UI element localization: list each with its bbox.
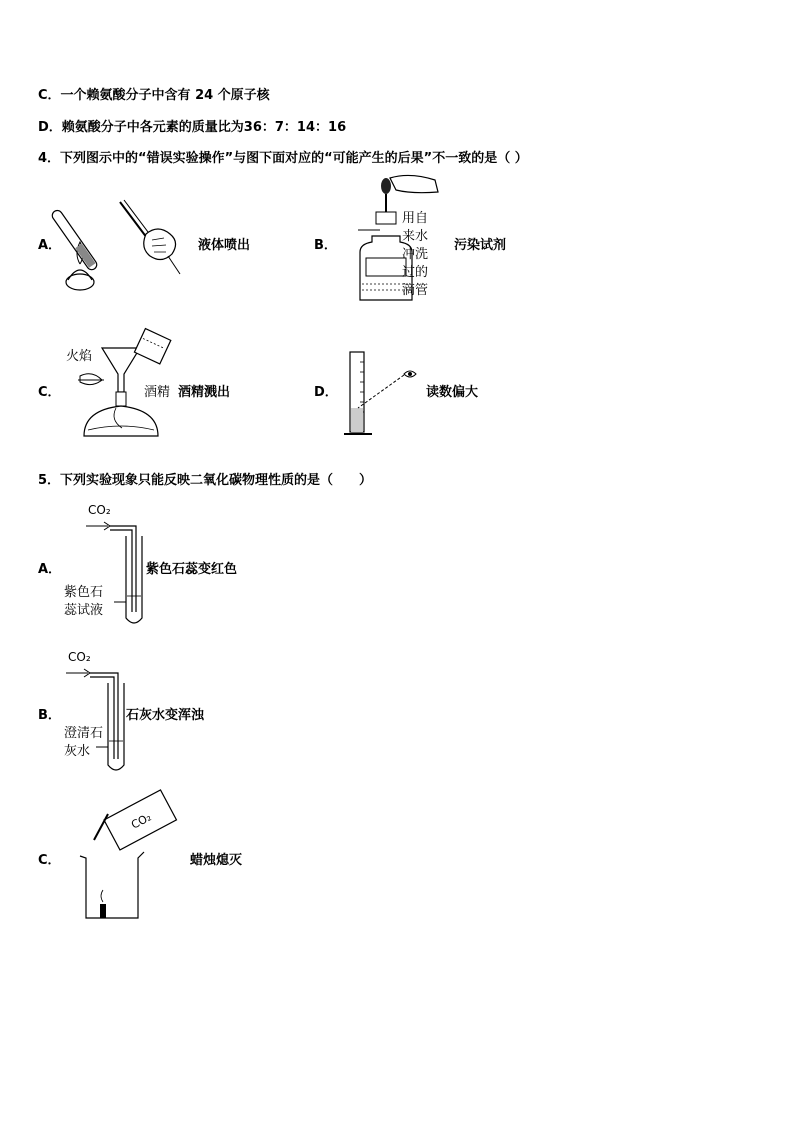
q4-option-b-label: B．	[314, 238, 337, 253]
q4-c-alcohol-label: 酒精	[144, 385, 171, 400]
q5-c-gas-label: CO₂	[129, 810, 154, 832]
q5-a-liquid-line2: 蕊试液	[64, 603, 104, 618]
q4-option-d-result: 读数偏大	[426, 385, 479, 400]
q5-b-gas-label: CO₂	[68, 650, 91, 664]
q4-d-figure	[340, 348, 430, 440]
q5-option-a-result: 紫色石蕊变红色	[146, 562, 238, 577]
q5-option-c-label: C．	[38, 853, 61, 868]
q4-a-figure	[60, 190, 190, 300]
q4-stem: 4．下列图示中的“错误实验操作”与图下面对应的“可能产生的后果”不一致的是（ ）	[38, 151, 528, 166]
q5-b-liquid-line1: 澄清石	[64, 726, 104, 741]
q4-b-note-line5: 滴管	[402, 283, 429, 298]
q5-option-b-result: 石灰水变浑浊	[126, 708, 205, 723]
q4-b-note-line1: 用自	[402, 211, 429, 226]
q4-option-d-label: D．	[314, 385, 338, 400]
q4-b-note-line2: 来水	[402, 229, 429, 244]
q4-option-a-label: A．	[38, 238, 62, 253]
q4-option-a-result: 液体喷出	[198, 238, 251, 253]
q5-a-figure	[62, 500, 152, 630]
q5-option-a-label: A．	[38, 562, 62, 577]
q5-option-b-label: B．	[38, 708, 61, 723]
q5-a-gas-label: CO₂	[88, 503, 111, 517]
q4-option-b-result: 污染试剂	[454, 238, 507, 253]
q4-c-figure	[62, 330, 180, 450]
q4-option-c-label: C．	[38, 385, 61, 400]
q4-b-figure	[350, 172, 445, 304]
q4-b-note-line3: 冲洗	[402, 247, 429, 262]
q4-b-note-line4: 过的	[402, 265, 429, 280]
q3-option-c: C．一个赖氨酸分子中含有 24 个原子核	[38, 88, 270, 103]
q5-option-c-result: 蜡烛熄灭	[190, 853, 243, 868]
q5-a-liquid-line1: 紫色石	[64, 585, 104, 600]
q4-c-flame-label: 火焰	[66, 349, 93, 364]
q5-b-liquid-line2: 灰水	[64, 744, 91, 759]
q5-stem: 5．下列实验现象只能反映二氧化碳物理性质的是（ ）	[38, 473, 373, 488]
q3-option-d: D．赖氨酸分子中各元素的质量比为36：7：14：16	[38, 120, 347, 135]
q5-c-figure	[78, 790, 182, 920]
q4-option-c-result: 酒精溅出	[178, 385, 231, 400]
